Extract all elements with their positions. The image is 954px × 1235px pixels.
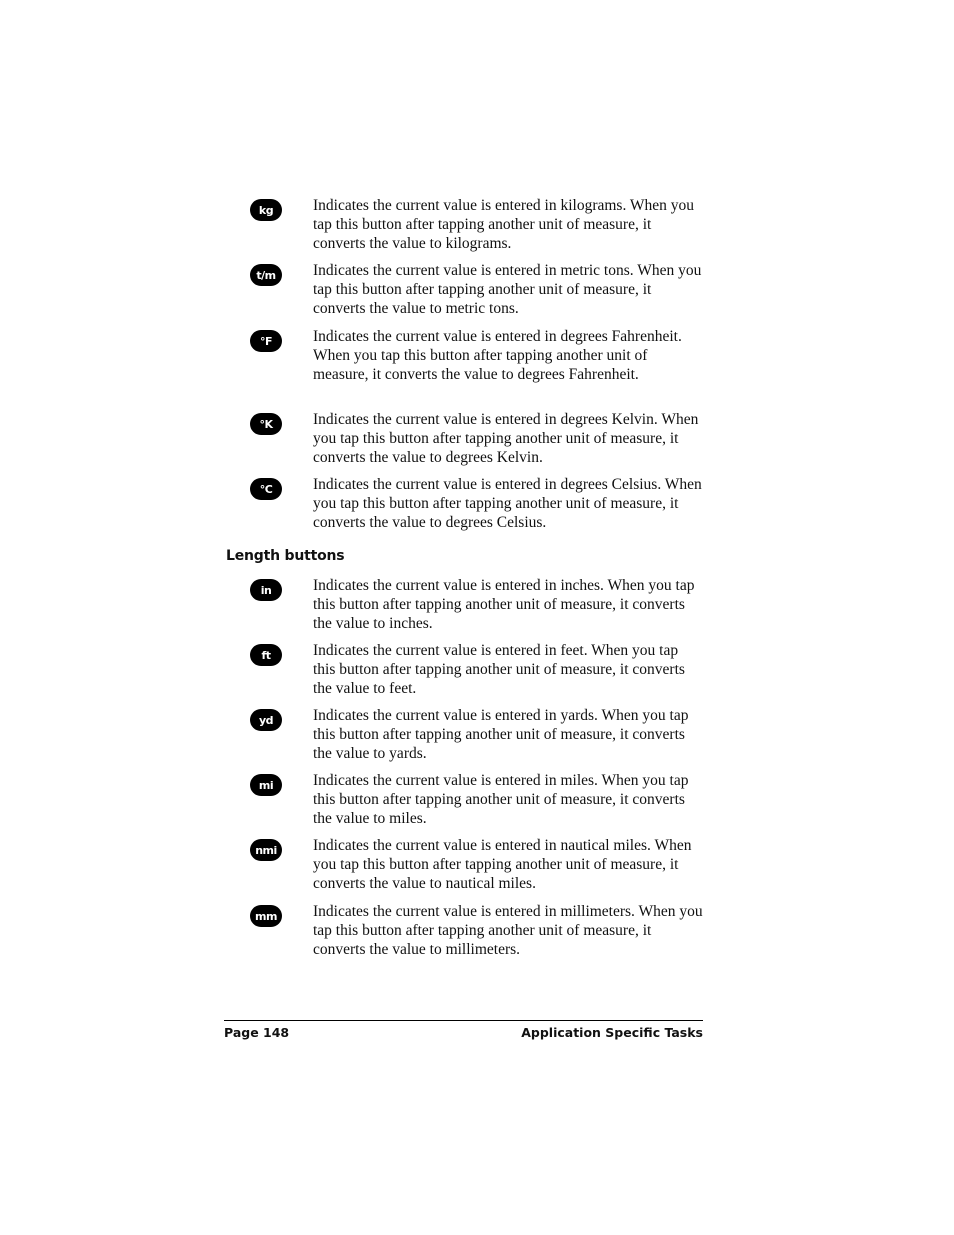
chapter-title: Application Specific Tasks	[521, 1025, 703, 1040]
fahrenheit-button-icon: °F	[250, 330, 282, 352]
description-text: Indicates the current value is entered in metric tons. When you tap this button after tapping another unit of measure, it converts the value to metric tons.	[313, 262, 702, 317]
description-text: Indicates the current value is entered in miles. When you tap this button after tapping another unit of measure, it converts the value to miles.	[313, 772, 689, 827]
section-heading: Length buttons	[226, 548, 345, 564]
footer-divider	[224, 1020, 703, 1021]
millimeters-button-icon: mm	[250, 905, 282, 927]
page-number: Page 148	[224, 1025, 290, 1040]
kelvin-button-icon: °K	[250, 413, 282, 435]
feet-button-icon: ft	[250, 644, 282, 666]
description-text: Indicates the current value is entered in degrees Celsius. When you tap this button after tapping another unit of measure, it converts the value to degrees Celsius.	[313, 476, 702, 531]
nautical-miles-button-icon: nmi	[250, 839, 282, 861]
yards-button-icon: yd	[250, 709, 282, 731]
inches-button-icon: in	[250, 579, 282, 601]
kg-button-icon: kg	[250, 199, 282, 221]
description-text: Indicates the current value is entered in degrees Fahrenheit. When you tap this button after tapping another unit of measure, it converts the value to degrees Fahrenheit.	[313, 328, 682, 383]
description-text: Indicates the current value is entered in feet. When you tap this button after tapping another unit of measure, it converts the value to feet.	[313, 642, 685, 697]
metric-tons-button-icon: t/m	[250, 264, 282, 286]
description-text: Indicates the current value is entered in millimeters. When you tap this button after tapping another unit of measure, it converts the value to millimeters.	[313, 903, 703, 958]
description-text: Indicates the current value is entered in kilograms. When you tap this button after tapping another unit of measure, it converts the value to kilograms.	[313, 197, 695, 252]
description-text: Indicates the current value is entered in nautical miles. When you tap this button after tapping another unit of measure, it converts the value to nautical miles.	[313, 837, 692, 892]
description-text: Indicates the current value is entered in degrees Kelvin. When you tap this button after tapping another unit of measure, it converts the value to degrees Kelvin.	[313, 411, 699, 466]
celsius-button-icon: °C	[250, 478, 282, 500]
miles-button-icon: mi	[250, 774, 282, 796]
description-text: Indicates the current value is entered in inches. When you tap this button after tapping another unit of measure, it converts the value to inches.	[313, 577, 695, 632]
description-text: Indicates the current value is entered in yards. When you tap this button after tapping another unit of measure, it converts the value to yards.	[313, 707, 689, 762]
